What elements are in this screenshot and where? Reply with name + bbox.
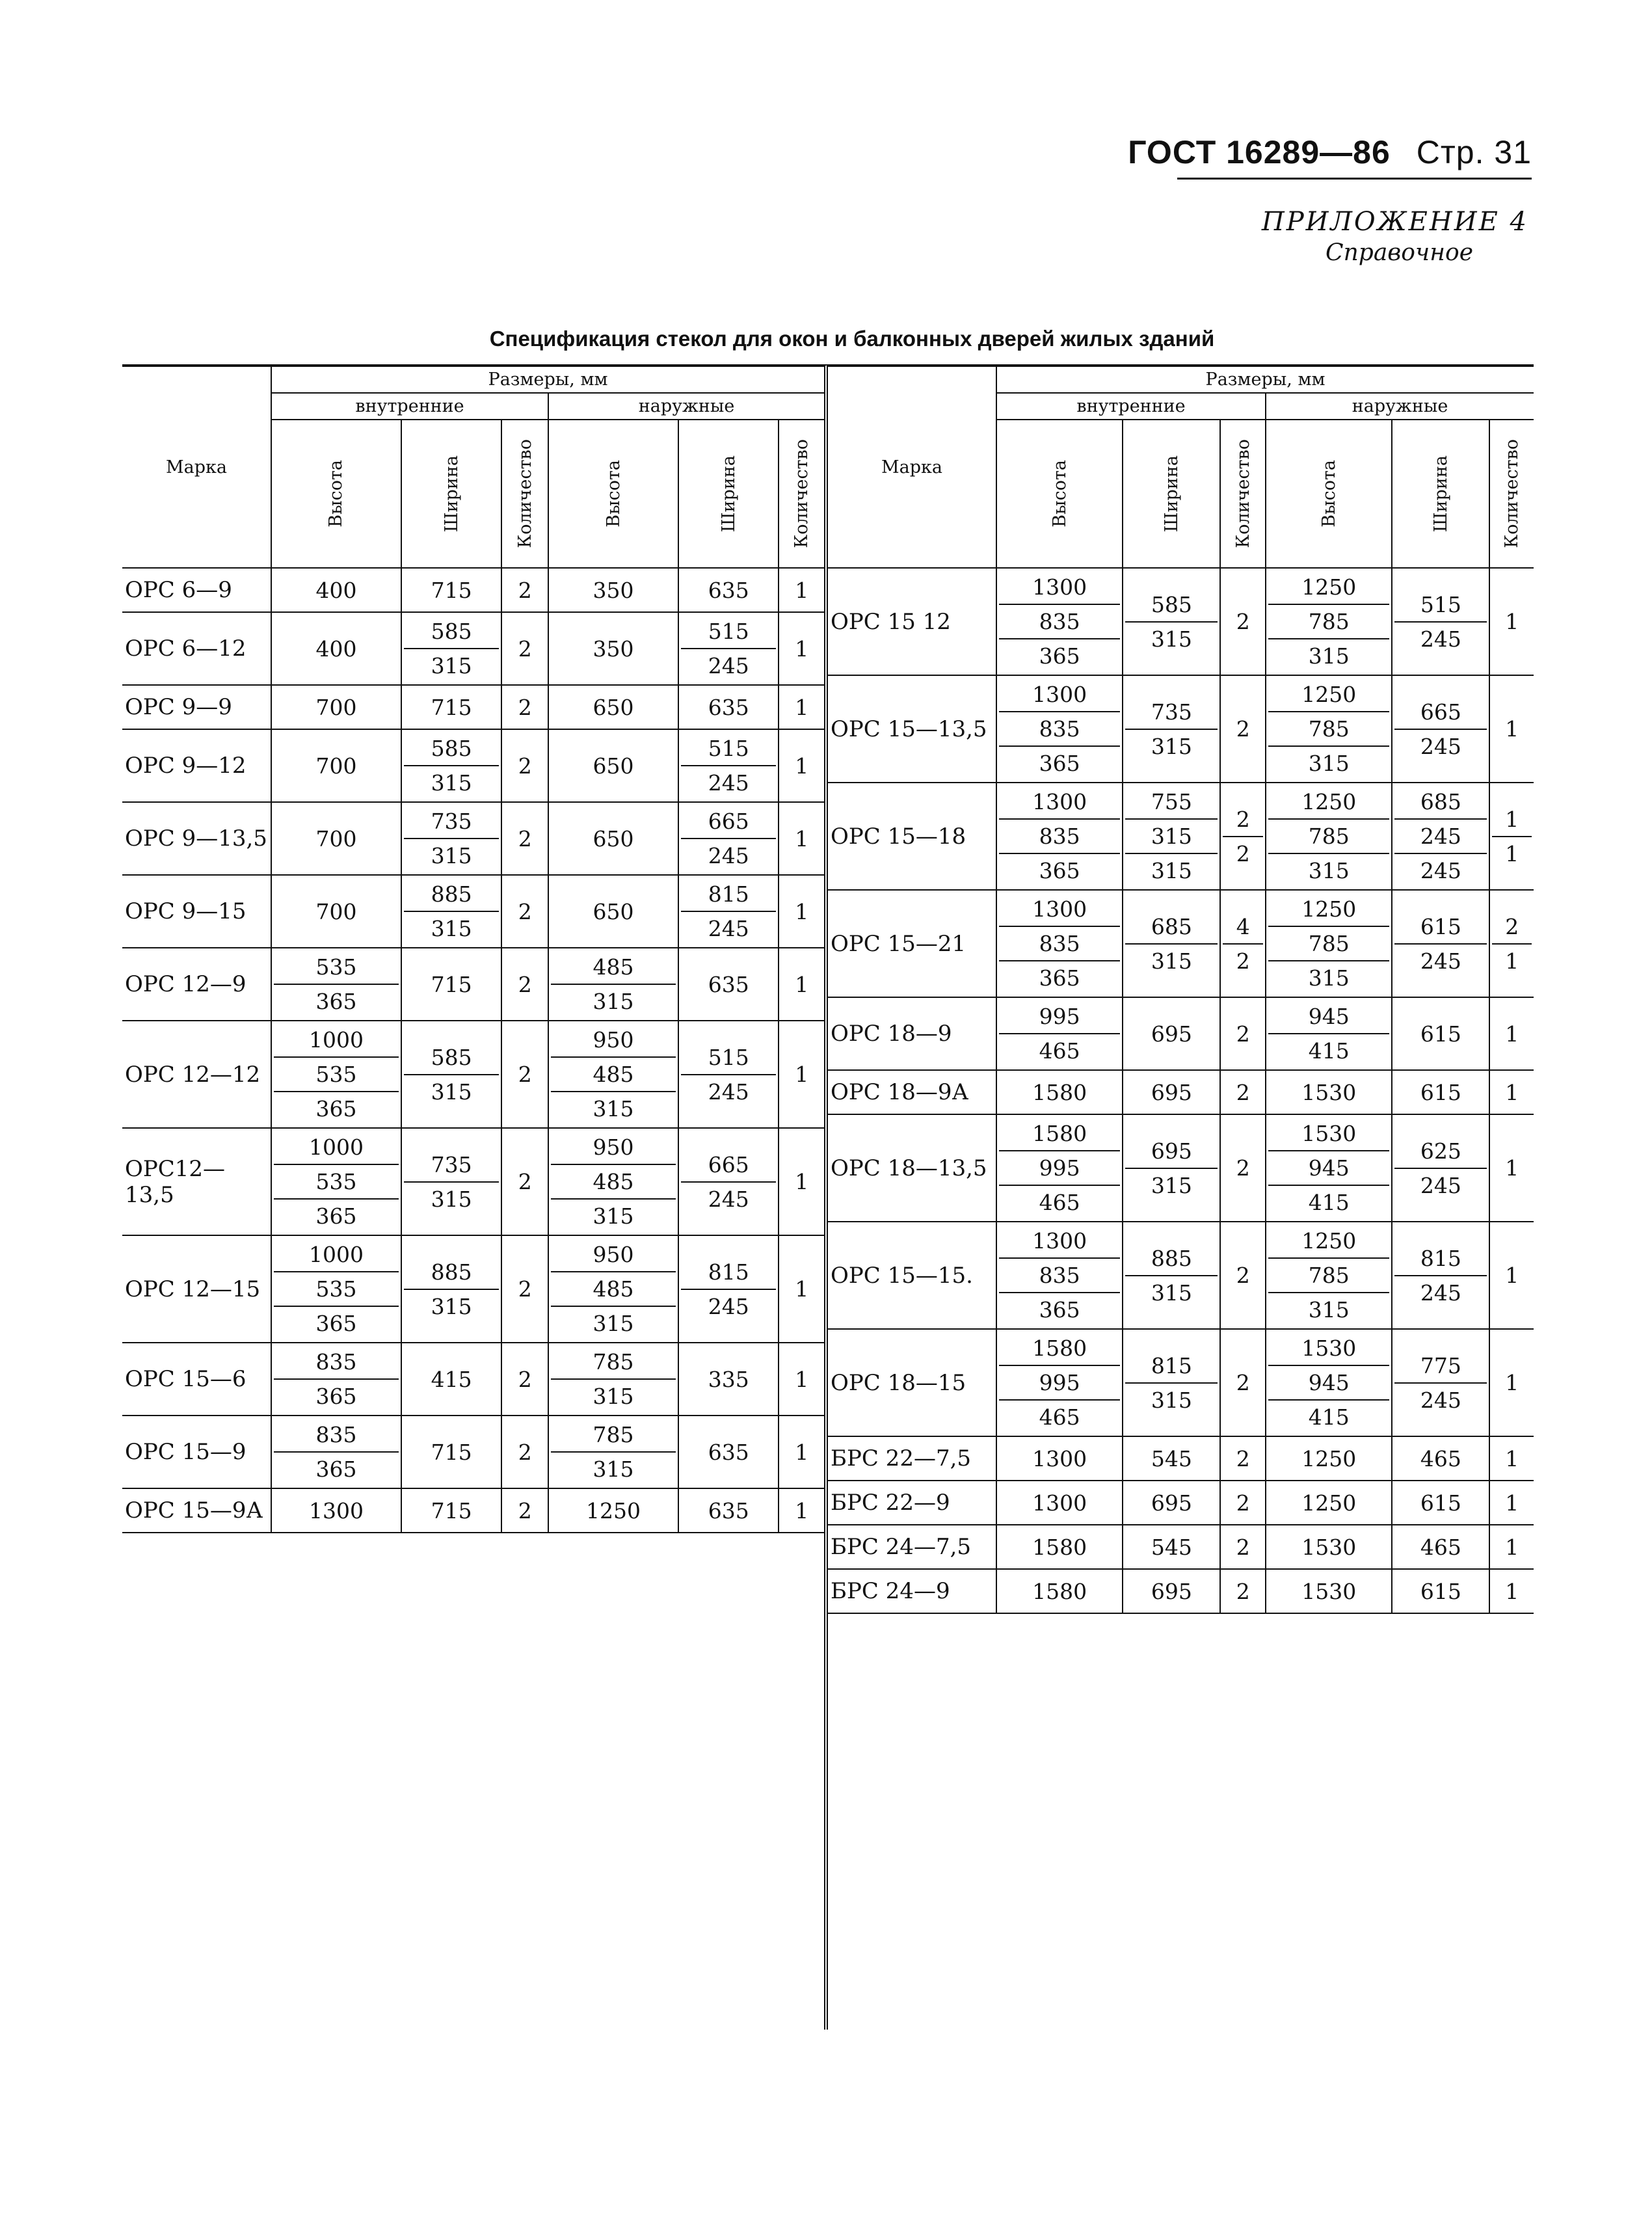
col-outer-height: Высота	[1266, 420, 1392, 568]
value-cell-oh: 350	[548, 568, 678, 612]
value-cell-iq: 2	[501, 1343, 548, 1416]
value-cell-ow: 465	[1392, 1525, 1489, 1569]
table-title: Спецификация стекол для окон и балконных дверей жилых зданий	[489, 327, 1215, 351]
value-cell-ih: 700	[271, 875, 401, 948]
value-cell-ow: 515 245	[1392, 568, 1489, 675]
value-cell-oq: 1	[1489, 1114, 1534, 1222]
value-cell-oq: 1	[1489, 1436, 1534, 1481]
appendix-subtitle: Справочное	[1326, 239, 1473, 266]
value-cell-oh: 650	[548, 685, 678, 729]
value-cell-ow: 615 245	[1392, 890, 1489, 997]
value-cell-ih: 835 365	[271, 1416, 401, 1488]
value-cell-iw: 715	[401, 948, 501, 1021]
table-row	[828, 1329, 1534, 1436]
value-cell-iq: 2	[501, 1416, 548, 1488]
appendix-title: ПРИЛОЖЕНИЕ 4	[1261, 207, 1528, 237]
col-outer-width: Ширина	[1392, 420, 1489, 568]
col-inner: внутренние	[271, 393, 548, 420]
value-cell-ih: 835 365	[271, 1343, 401, 1416]
value-cell-iw: 545	[1123, 1436, 1220, 1481]
value-cell-iw: 695	[1123, 1569, 1220, 1613]
value-cell-oq: 1	[1489, 1525, 1534, 1569]
col-inner-width: Ширина	[401, 420, 501, 568]
value-cell-iq: 2	[501, 1128, 548, 1235]
value-cell-oh: 1250	[1266, 1481, 1392, 1525]
value-cell-ow: 775 245	[1392, 1329, 1489, 1436]
value-cell-oh: 950 485 315	[548, 1021, 678, 1128]
value-cell-oh: 650	[548, 729, 678, 802]
value-cell-iw: 755 315 315	[1123, 783, 1220, 890]
value-cell-ih: 1300	[271, 1488, 401, 1533]
value-cell-oh: 945 415	[1266, 997, 1392, 1070]
value-cell-iq: 2	[501, 612, 548, 685]
value-cell-ow: 515 245	[678, 729, 779, 802]
value-cell-iw: 585 315	[401, 729, 501, 802]
table-row	[828, 1569, 1534, 1613]
value-cell-ih: 1580	[996, 1070, 1123, 1114]
value-cell-oq: 1	[779, 612, 824, 685]
value-cell-iw: 415	[401, 1343, 501, 1416]
value-cell-iq: 2	[501, 1235, 548, 1343]
value-cell-oh: 950 485 315	[548, 1128, 678, 1235]
value-cell-oh: 1250 785 315	[1266, 890, 1392, 997]
value-cell-oq: 1	[1489, 997, 1534, 1070]
value-cell-oh: 950 485 315	[548, 1235, 678, 1343]
value-cell-iw: 585 315	[401, 1021, 501, 1128]
value-cell-iw: 585 315	[1123, 568, 1220, 675]
value-cell-iw: 695 315	[1123, 1114, 1220, 1222]
mark-cell: ОРС 9—15	[122, 875, 271, 948]
value-cell-iw: 735 315	[401, 1128, 501, 1235]
mark-cell: ОРС 18—13,5	[828, 1114, 996, 1222]
value-cell-iw: 585 315	[401, 612, 501, 685]
mark-cell: ОРС12—13,5	[122, 1128, 271, 1235]
value-cell-oh: 1530	[1266, 1569, 1392, 1613]
value-cell-oq: 1	[779, 875, 824, 948]
value-cell-iq: 2	[1220, 1525, 1266, 1569]
mark-cell: ОРС 18—15	[828, 1329, 996, 1436]
value-cell-ow: 615	[1392, 997, 1489, 1070]
value-cell-ow: 615	[1392, 1481, 1489, 1525]
standard-code: ГОСТ 16289—86	[1128, 134, 1391, 170]
value-cell-iw: 885 315	[1123, 1222, 1220, 1329]
table-row	[828, 997, 1534, 1070]
col-outer-width: Ширина	[678, 420, 779, 568]
right-table-half	[828, 364, 1534, 2030]
col-outer-height: Высота	[548, 420, 678, 568]
value-cell-iq: 2	[501, 1021, 548, 1128]
value-cell-oh: 650	[548, 802, 678, 875]
left-table-half	[122, 364, 828, 2030]
value-cell-ih: 700	[271, 729, 401, 802]
value-cell-ow: 515 245	[678, 612, 779, 685]
value-cell-ow: 665 245	[678, 1128, 779, 1235]
value-cell-iw: 545	[1123, 1525, 1220, 1569]
mark-cell: ОРС 9—12	[122, 729, 271, 802]
value-cell-iq: 2	[1220, 1070, 1266, 1114]
col-sizes: Размеры, мм	[271, 367, 824, 393]
value-cell-iq: 4 2	[1220, 890, 1266, 997]
value-cell-oq: 1	[779, 1128, 824, 1235]
value-cell-oh: 1530	[1266, 1070, 1392, 1114]
mark-cell: ОРС 15—9	[122, 1416, 271, 1488]
table-row	[828, 675, 1534, 783]
table-row	[122, 802, 824, 875]
value-cell-oh: 785 315	[548, 1416, 678, 1488]
value-cell-ih: 400	[271, 612, 401, 685]
mark-cell: ОРС 12—15	[122, 1235, 271, 1343]
table-row	[122, 875, 824, 948]
value-cell-oq: 1	[779, 1021, 824, 1128]
value-cell-oq: 1	[1489, 675, 1534, 783]
col-inner: внутренние	[996, 393, 1266, 420]
value-cell-oq: 1 1	[1489, 783, 1534, 890]
value-cell-oq: 1	[779, 802, 824, 875]
table-row	[828, 1222, 1534, 1329]
value-cell-iw: 695	[1123, 1070, 1220, 1114]
value-cell-ow: 815 245	[678, 875, 779, 948]
value-cell-ow: 625 245	[1392, 1114, 1489, 1222]
mark-cell: ОРС 15 12	[828, 568, 996, 675]
value-cell-iq: 2	[1220, 1481, 1266, 1525]
value-cell-ih: 400	[271, 568, 401, 612]
mark-cell: ОРС 15—6	[122, 1343, 271, 1416]
left-table-body	[122, 568, 824, 1533]
table-row	[122, 1021, 824, 1128]
value-cell-iq: 2 2	[1220, 783, 1266, 890]
mark-cell: БРС 22—7,5	[828, 1436, 996, 1481]
value-cell-ih: 1580 995 465	[996, 1114, 1123, 1222]
value-cell-iw: 715	[401, 1416, 501, 1488]
value-cell-iq: 2	[1220, 1569, 1266, 1613]
right-table	[828, 367, 1534, 1614]
value-cell-oh: 650	[548, 875, 678, 948]
value-cell-oh: 350	[548, 612, 678, 685]
value-cell-oh: 1530 945 415	[1266, 1329, 1392, 1436]
mark-cell: БРС 22—9	[828, 1481, 996, 1525]
mark-cell: ОРС 15—9А	[122, 1488, 271, 1533]
value-cell-oh: 1530	[1266, 1525, 1392, 1569]
value-cell-ih: 1300	[996, 1436, 1123, 1481]
col-sizes: Размеры, мм	[996, 367, 1534, 393]
table-row	[828, 1070, 1534, 1114]
mark-cell: ОРС 15—21	[828, 890, 996, 997]
value-cell-oh: 1250	[1266, 1436, 1392, 1481]
value-cell-ih: 1580 995 465	[996, 1329, 1123, 1436]
table-row	[122, 1128, 824, 1235]
value-cell-ow: 685 245 245	[1392, 783, 1489, 890]
value-cell-ow: 815 245	[1392, 1222, 1489, 1329]
value-cell-oq: 2 1	[1489, 890, 1534, 997]
value-cell-ow: 635	[678, 948, 779, 1021]
table-row	[122, 1235, 824, 1343]
value-cell-iq: 2	[1220, 1436, 1266, 1481]
mark-cell: ОРС 18—9А	[828, 1070, 996, 1114]
col-inner-qty: Количество	[1220, 420, 1266, 568]
value-cell-iq: 2	[1220, 1329, 1266, 1436]
table-row	[122, 685, 824, 729]
value-cell-oh: 1250 785 315	[1266, 1222, 1392, 1329]
col-inner-qty: Количество	[501, 420, 548, 568]
value-cell-oq: 1	[1489, 1070, 1534, 1114]
value-cell-iq: 2	[501, 729, 548, 802]
value-cell-iw: 695	[1123, 1481, 1220, 1525]
value-cell-ow: 635	[678, 1488, 779, 1533]
table-row	[828, 1114, 1534, 1222]
page-number: Стр. 31	[1416, 134, 1532, 170]
value-cell-iw: 815 315	[1123, 1329, 1220, 1436]
mark-cell: ОРС 6—12	[122, 612, 271, 685]
value-cell-oq: 1	[779, 685, 824, 729]
value-cell-ow: 635	[678, 685, 779, 729]
value-cell-ih: 1300 835 365	[996, 568, 1123, 675]
table-row	[122, 568, 824, 612]
header-rule	[1177, 178, 1532, 180]
table-row	[828, 1525, 1534, 1569]
value-cell-ih: 1580	[996, 1525, 1123, 1569]
value-cell-ih: 1580	[996, 1569, 1123, 1613]
spec-tables	[122, 364, 1534, 2030]
value-cell-iw: 735 315	[1123, 675, 1220, 783]
value-cell-iw: 715	[401, 685, 501, 729]
col-outer: наружные	[1266, 393, 1534, 420]
value-cell-iq: 2	[1220, 568, 1266, 675]
value-cell-iq: 2	[1220, 1114, 1266, 1222]
value-cell-ow: 635	[678, 568, 779, 612]
value-cell-oq: 1	[1489, 1222, 1534, 1329]
value-cell-ow: 615	[1392, 1070, 1489, 1114]
value-cell-iw: 885 315	[401, 1235, 501, 1343]
mark-cell: ОРС 6—9	[122, 568, 271, 612]
value-cell-ih: 535 365	[271, 948, 401, 1021]
value-cell-ih: 995 465	[996, 997, 1123, 1070]
table-row	[828, 568, 1534, 675]
table-row	[122, 948, 824, 1021]
value-cell-iw: 695	[1123, 997, 1220, 1070]
value-cell-iq: 2	[501, 948, 548, 1021]
value-cell-ow: 465	[1392, 1436, 1489, 1481]
col-inner-height: Высота	[996, 420, 1123, 568]
col-mark: Марка	[828, 367, 996, 568]
col-inner-width: Ширина	[1123, 420, 1220, 568]
table-row	[122, 1488, 824, 1533]
value-cell-ih: 1300 835 365	[996, 675, 1123, 783]
value-cell-ih: 1000 535 365	[271, 1235, 401, 1343]
value-cell-oq: 1	[779, 1235, 824, 1343]
value-cell-oq: 1	[1489, 1329, 1534, 1436]
mark-cell: ОРС 9—13,5	[122, 802, 271, 875]
value-cell-ih: 1000 535 365	[271, 1128, 401, 1235]
value-cell-iw: 715	[401, 568, 501, 612]
value-cell-ow: 615	[1392, 1569, 1489, 1613]
value-cell-ow: 635	[678, 1416, 779, 1488]
mark-cell: ОРС 9—9	[122, 685, 271, 729]
table-row	[828, 1481, 1534, 1525]
value-cell-iq: 2	[501, 875, 548, 948]
value-cell-oh: 785 315	[548, 1343, 678, 1416]
value-cell-ow: 665 245	[678, 802, 779, 875]
table-row	[122, 612, 824, 685]
value-cell-ow: 515 245	[678, 1021, 779, 1128]
value-cell-oq: 1	[779, 1416, 824, 1488]
value-cell-ow: 335	[678, 1343, 779, 1416]
mark-cell: ОРС 12—12	[122, 1021, 271, 1128]
value-cell-oq: 1	[779, 948, 824, 1021]
col-mark: Марка	[122, 367, 271, 568]
value-cell-oh: 1250 785 315	[1266, 568, 1392, 675]
value-cell-iq: 2	[1220, 997, 1266, 1070]
page-header	[1128, 133, 1532, 171]
value-cell-oq: 1	[1489, 1569, 1534, 1613]
mark-cell: БРС 24—7,5	[828, 1525, 996, 1569]
value-cell-iq: 2	[1220, 1222, 1266, 1329]
mark-cell: БРС 24—9	[828, 1569, 996, 1613]
value-cell-ow: 665 245	[1392, 675, 1489, 783]
value-cell-oq: 1	[1489, 1481, 1534, 1525]
value-cell-iq: 2	[1220, 675, 1266, 783]
value-cell-oq: 1	[1489, 568, 1534, 675]
table-row	[122, 1416, 824, 1488]
value-cell-ih: 700	[271, 802, 401, 875]
value-cell-ih: 1300 835 365	[996, 1222, 1123, 1329]
value-cell-ih: 1300	[996, 1481, 1123, 1525]
left-table	[122, 367, 824, 1533]
col-outer: наружные	[548, 393, 824, 420]
value-cell-ow: 815 245	[678, 1235, 779, 1343]
mark-cell: ОРС 18—9	[828, 997, 996, 1070]
value-cell-oh: 1250 785 315	[1266, 783, 1392, 890]
value-cell-ih: 1300 835 365	[996, 890, 1123, 997]
value-cell-iq: 2	[501, 568, 548, 612]
value-cell-oh: 1250 785 315	[1266, 675, 1392, 783]
right-table-body	[828, 568, 1534, 1613]
value-cell-ih: 700	[271, 685, 401, 729]
table-row	[122, 1343, 824, 1416]
table-row	[828, 890, 1534, 997]
value-cell-oh: 1250	[548, 1488, 678, 1533]
value-cell-iq: 2	[501, 802, 548, 875]
table-row	[122, 729, 824, 802]
value-cell-ih: 1000 535 365	[271, 1021, 401, 1128]
value-cell-oq: 1	[779, 1343, 824, 1416]
value-cell-oq: 1	[779, 1488, 824, 1533]
value-cell-iw: 885 315	[401, 875, 501, 948]
table-row	[828, 1436, 1534, 1481]
mark-cell: ОРС 15—15.	[828, 1222, 996, 1329]
table-row	[828, 783, 1534, 890]
value-cell-oh: 1530 945 415	[1266, 1114, 1392, 1222]
col-outer-qty: Количество	[779, 420, 824, 568]
mark-cell: ОРС 15—13,5	[828, 675, 996, 783]
col-outer-qty: Количество	[1489, 420, 1534, 568]
value-cell-iw: 715	[401, 1488, 501, 1533]
value-cell-oh: 485 315	[548, 948, 678, 1021]
value-cell-iw: 685 315	[1123, 890, 1220, 997]
value-cell-iw: 735 315	[401, 802, 501, 875]
value-cell-ih: 1300 835 365	[996, 783, 1123, 890]
col-inner-height: Высота	[271, 420, 401, 568]
value-cell-iq: 2	[501, 685, 548, 729]
mark-cell: ОРС 12—9	[122, 948, 271, 1021]
value-cell-oq: 1	[779, 568, 824, 612]
value-cell-iq: 2	[501, 1488, 548, 1533]
mark-cell: ОРС 15—18	[828, 783, 996, 890]
value-cell-oq: 1	[779, 729, 824, 802]
